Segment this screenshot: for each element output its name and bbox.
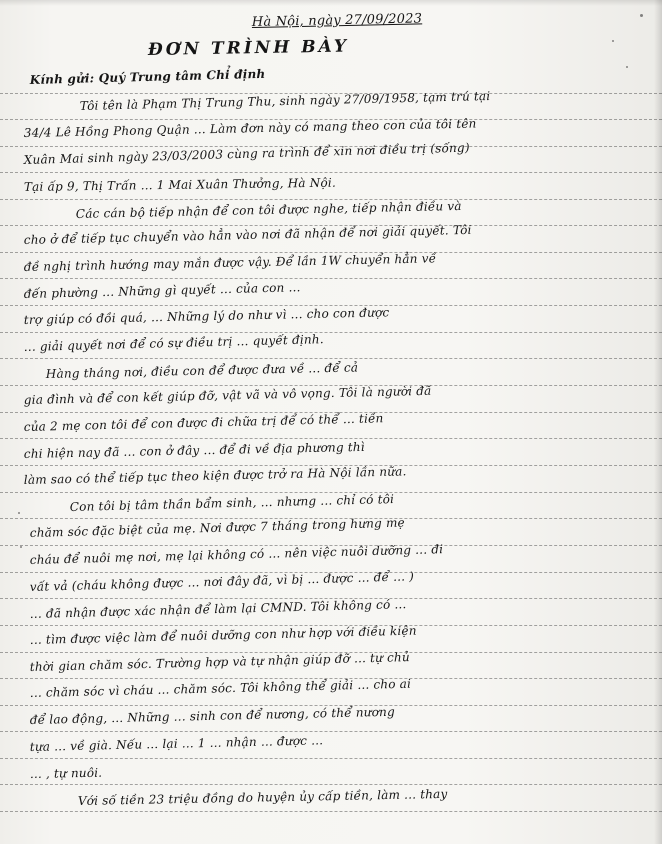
ruled-line [0,199,662,200]
body-line: Tại ấp 9, Thị Trấn ... 1 Mai Xuân Thưởng, Hà Nội. [23,175,337,194]
scan-speckle [640,14,643,17]
scan-shadow-top [0,0,662,6]
body-line: vất vả (cháu không được ... nơi đây đã, vì bị ... được ... để ... ) [29,569,415,594]
ruled-line [0,784,662,785]
scan-speckle [18,512,20,514]
body-line: của 2 mẹ con tôi để con được đi chữa trị để có thể ... tiền [23,411,384,434]
body-line: Xuân Mai sinh ngày 23/03/2003 cùng ra trình để xin nơi điều trị (sống) [23,140,470,167]
ruled-line [0,438,662,439]
scan-speckle [20,546,22,548]
date-header: Hà Nội, ngày 27/09/2023 [251,11,423,30]
body-line: Hàng tháng nơi, điều con để được đưa về ... để cả [45,360,359,381]
ruled-line [0,731,662,732]
body-line: ... , tự nuôi. [29,765,103,781]
scan-shadow-right [654,0,662,844]
body-line: tựa ... về già. Nếu ... lại ... 1 ... nhận ... được ... [29,733,324,754]
ruled-line [0,758,662,759]
scan-speckle [612,40,614,42]
body-line: Các cán bộ tiếp nhận để con tôi được nghe, tiếp nhận điều và [75,198,462,221]
body-line: ... chăm sóc vì cháu ... chăm sóc. Tôi không thể giải ... cho ai [29,676,412,700]
body-line: cho ở để tiếp tục chuyển vào hẳn vào nơi đã nhận để nơi giải quyết. Tôi [23,222,472,247]
body-line: ... giải quyết nơi để có sự điều trị ... quyết định. [23,332,324,354]
body-line: để lao động, ... Những ... sinh con để nương, có thể nương [29,704,396,727]
body-line: thời gian chăm sóc. Trường hợp và tự nhận giúp đỡ ... tự chủ [29,650,410,674]
body-line: ... tìm được việc làm để nuôi dưỡng con như hợp với điều kiện [29,623,417,647]
ruled-line [0,811,662,812]
letter-title: ĐƠN TRÌNH BÀY [147,36,350,60]
ruled-line [0,172,662,173]
body-line: chi hiện nay đã ... con ở đây ... để đi về địa phương thì [23,439,365,461]
body-line: ... đã nhận được xác nhận để làm lại CMND. Tôi không có ... [29,597,407,621]
body-line: Tôi tên là Phạm Thị Trung Thu, sinh ngày 27/09/1958, tạm trú tại [79,88,491,113]
ruled-line [0,358,662,359]
body-line: Con tôi bị tâm thần bẩm sinh, ... nhưng ... chỉ có tôi [69,492,395,514]
body-line: làm sao có thể tiếp tục theo kiện được trở ra Hà Nội lần nữa. [23,464,407,487]
body-line: cháu để nuôi mẹ nơi, mẹ lại không có ... nên việc nuôi dưỡng ... đi [29,542,444,567]
body-line: 34/4 Lê Hồng Phong Quận ... Làm đơn này có mang theo con của tôi tên [23,116,477,140]
body-line: chăm sóc đặc biệt của mẹ. Nơi được 7 tháng trong hưng mẹ [29,515,406,540]
body-line: đến phường ... Những gì quyết ... của con ... [23,280,301,301]
body-line: đề nghị trình hướng may mắn được vậy. Để lần 1W chuyển hẳn về [23,251,437,274]
ruled-line [0,278,662,279]
scan-speckle [626,66,628,68]
body-line: gia đình và để con kết giúp đỡ, vật vã và vô vọng. Tôi là người đã [23,383,432,407]
body-line: trợ giúp có đồi quá, ... Những lý do như vì ... cho con được [23,305,390,327]
recipient-line: Kính gửi: Quý Trung tâm Chỉ định [29,66,266,87]
ruled-line [0,332,662,333]
body-line: Với số tiền 23 triệu đồng do huyện ủy cấp tiền, làm ... thay [77,786,448,808]
